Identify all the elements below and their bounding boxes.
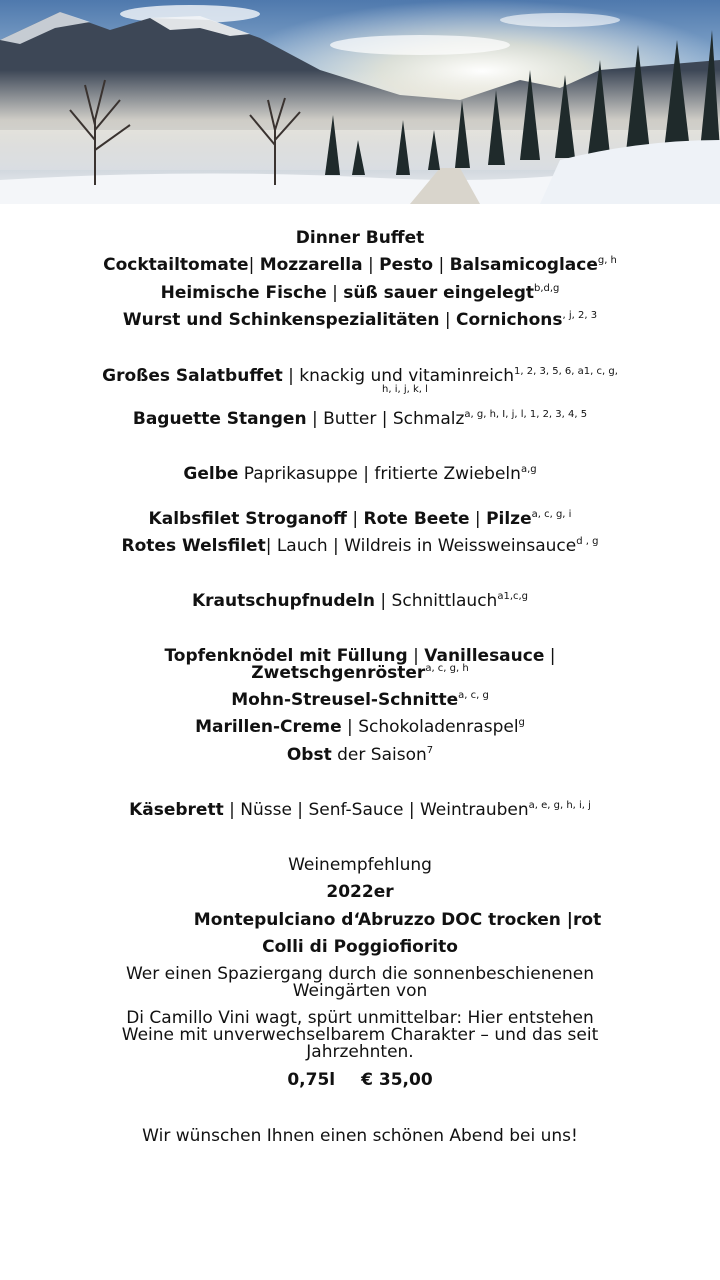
winter-landscape-illustration [0, 0, 720, 204]
menu-item: Baguette Stangen | Butter | Schmalz$^{a, g, h, I, j, l, 1, 2, 3, 4, 5}$ [132, 409, 588, 429]
allergen-codes: a, c, g, h [425, 663, 469, 674]
allergen-codes: g, h [597, 255, 617, 266]
menu-item: Großes Salatbuffet | knackig und vitaminreich$^{1, 2, 3, 5, 6, a1, c, g,}$ [102, 366, 618, 386]
wine-heading: Weinempfehlung [288, 855, 432, 875]
menu-item: Gelbe Paprikasuppe | fritierte Zwiebeln$^{a,g}$ [183, 464, 537, 484]
allergen-codes: , j, 2, 3 [562, 310, 598, 321]
allergen-codes: a, g, h, I, j, l, 1, 2, 3, 4, 5 [464, 409, 588, 420]
menu-item: Heimische Fische | süß sauer eingelegt$^{b,d,g}$ [160, 283, 560, 303]
allergen-codes: 1, 2, 3, 5, 6, a1, c, g, [514, 366, 618, 377]
menu-title: Dinner Buffet [295, 228, 425, 248]
wine-name: Montepulciano d‘Abruzzo DOC trocken |rot [193, 910, 602, 930]
menu-item: Kalbsfilet Stroganoff | Rote Beete | Pilze$^{a, c, g, i}$ [148, 509, 572, 529]
allergen-codes: a, c, g, i [531, 509, 572, 520]
wine-price: € 35,00 [361, 1070, 433, 1090]
wine-year: 2022er [326, 882, 394, 902]
allergen-codes: a, e, g, h, i, j [528, 800, 591, 811]
menu-item: Obst der Saison$^7$ [286, 745, 434, 765]
allergen-codes: b,d,g [533, 283, 560, 294]
allergen-codes: d , g [576, 536, 599, 547]
wine-price-row [0, 1070, 720, 1090]
menu-item: Cocktailtomate| Mozzarella | Pesto | Balsamicoglace$^{g, h}$ [103, 255, 617, 275]
allergen-codes: a, c, g [458, 690, 489, 701]
menu-item: Käsebrett | Nüsse | Senf-Sauce | Weintrauben$^{a, e, g, h, i, j}$ [129, 800, 591, 820]
closing-message: Wir wünschen Ihnen einen schönen Abend bei uns! [142, 1126, 578, 1146]
allergen-codes: g [518, 717, 525, 728]
wine-volume: 0,75l [287, 1070, 336, 1090]
winter-landscape-image [0, 0, 720, 204]
wine-producer: Colli di Poggiofiorito [262, 937, 458, 957]
allergen-codes: a,g [520, 464, 537, 475]
allergen-codes: 7 [426, 745, 434, 756]
menu-item: Wurst und Schinkenspezialitäten | Cornichons$^{, j, 2, 3}$ [122, 310, 598, 330]
wine-description-continued: Di Camillo Vini wagt, spürt unmittelbar: Hier entstehen Weine mit unverwechselbarem Charakter – und das seit Jahrzehnten. [121, 1008, 599, 1062]
menu-item: Krautschupfnudeln | Schnittlauch$^{a1,c,g}$ [191, 591, 529, 611]
allergen-codes-continued: h, i, j, k, l [382, 384, 428, 395]
menu-item: Topfenknödel mit Füllung | Vanillesauce | [164, 646, 556, 666]
menu-item: Rotes Welsfilet| Lauch | Wildreis in Weissweinsauce$^{d , g}$ [121, 536, 599, 556]
wine-description: Wer einen Spaziergang durch die sonnenbeschienenen Weingärten von [125, 964, 594, 1001]
allergen-codes: a1,c,g [497, 591, 529, 602]
menu-item-continued: Zwetschgenröster$^{a, c, g, h}$ [251, 663, 469, 683]
menu-item: Mohn-Streusel-Schnitte$^{a, c, g}$ [231, 690, 489, 710]
menu-item: Marillen-Creme | Schokoladenraspel$^g$ [195, 717, 525, 737]
